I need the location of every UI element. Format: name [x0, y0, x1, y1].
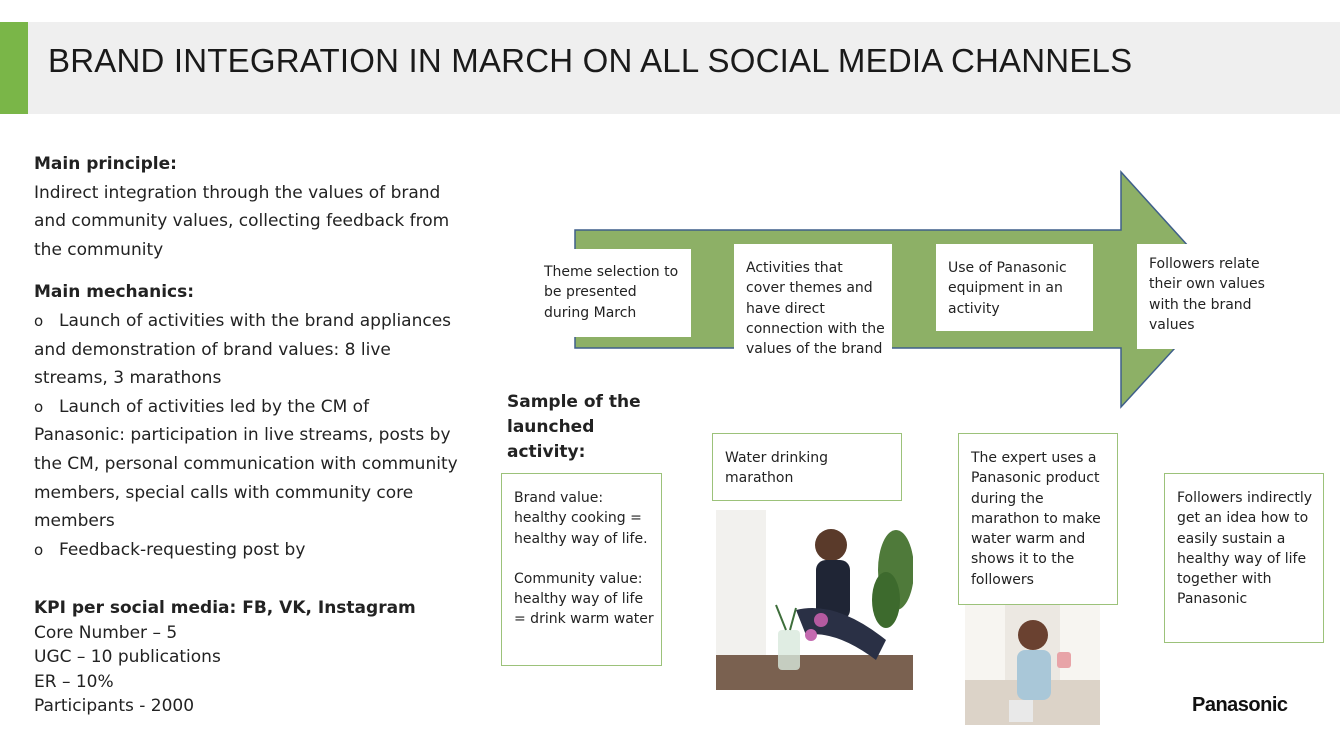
- process-step-4: Followers relate their own values with the brand values: [1137, 244, 1277, 349]
- main-principle-heading: Main principle:: [34, 154, 177, 174]
- photo-woman-sitting: [716, 510, 913, 690]
- kpi-heading: KPI per social media: FB, VK, Instagram: [34, 598, 416, 618]
- photo-woman-kitchen: [965, 600, 1100, 725]
- process-step-2: Activities that cover themes and have direct connection with the values of the brand: [734, 244, 892, 384]
- brand-value-text: Brand value: healthy cooking = healthy way of life.: [514, 490, 648, 547]
- photo-woman-kitchen-illustration: [965, 600, 1100, 725]
- bullet-icon: o: [34, 540, 44, 559]
- photo-woman-sitting-illustration: [716, 510, 913, 690]
- sample-heading: Sample of the launched activity:: [507, 392, 641, 462]
- expert-box: The expert uses a Panasonic product during the marathon to make water warm and shows it to the followers: [958, 433, 1118, 605]
- marathon-box: Water drinking marathon: [712, 433, 902, 501]
- outcome-box: Followers indirectly get an idea how to easily sustain a healthy way of life together with Panasonic: [1164, 473, 1324, 643]
- community-value-text: Community value: healthy way of life = drink warm water: [514, 570, 654, 628]
- process-step-1: Theme selection to be presented during March: [538, 249, 691, 337]
- kpi-line: ER – 10%: [34, 671, 114, 692]
- slide-title: BRAND INTEGRATION IN MARCH ON ALL SOCIAL MEDIA CHANNELS: [48, 42, 1133, 79]
- kpi-line: UGC – 10 publications: [34, 647, 221, 667]
- process-step-3: Use of Panasonic equipment in an activity: [936, 244, 1093, 331]
- main-mechanics-heading: Main mechanics:: [34, 282, 195, 303]
- mechanics-item-3: o Feedback-requesting post by: [34, 536, 464, 565]
- bullet-icon: o: [34, 397, 44, 416]
- main-principle-text: Indirect integration through the values of brand and community values, collecting feedback from the community: [34, 182, 450, 260]
- kpi-line: Core Number – 5: [34, 622, 178, 643]
- value-box: [501, 473, 662, 666]
- bullet-icon: o: [34, 311, 44, 330]
- mechanics-item-2: o Launch of activities led by the CM of Panasonic: participation in live streams, posts by the CM, personal communication with community members, special calls with community core members: [34, 393, 464, 536]
- mechanics-item-1: o Launch of activities with the brand appliances and demonstration of brand values: 8 live streams, 3 marathons: [34, 307, 464, 393]
- kpi-line: Participants - 2000: [34, 696, 195, 716]
- panasonic-logo: Panasonic: [1192, 694, 1288, 716]
